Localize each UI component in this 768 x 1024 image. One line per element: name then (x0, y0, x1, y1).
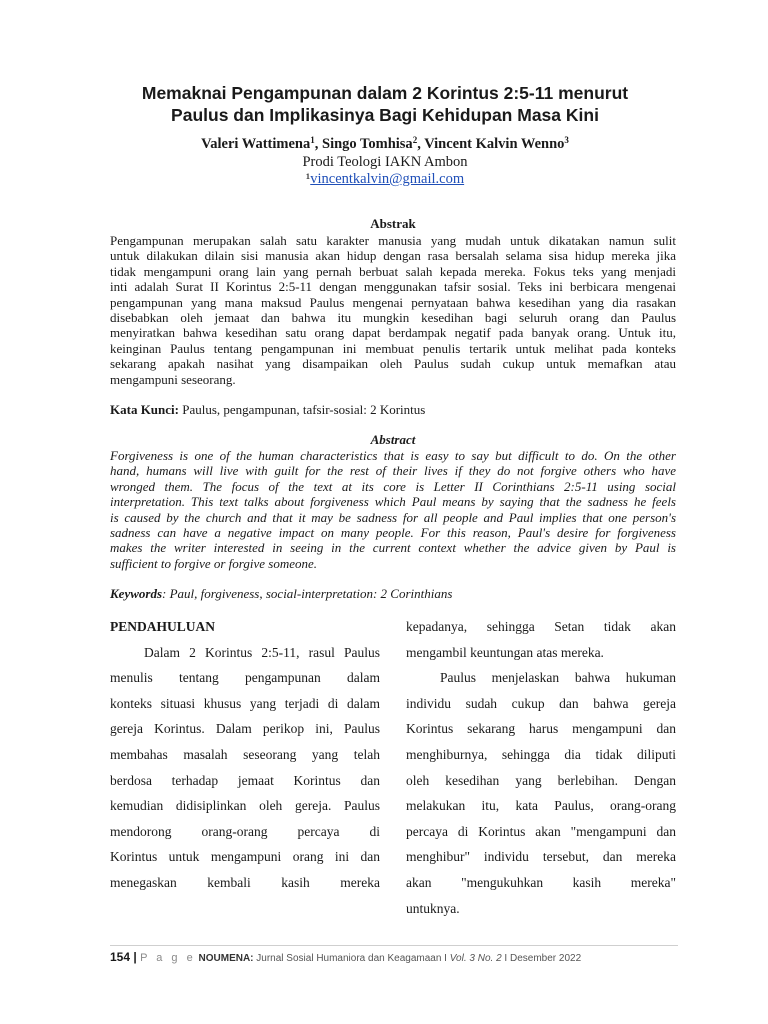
body-line: gereja Korintus. Dalam perikop ini, Paulus (110, 721, 380, 737)
body-line: membahas masalah seseorang yang telah (110, 746, 380, 762)
keywords-label: Keywords (110, 586, 162, 601)
journal-name: NOUMENA: (198, 953, 254, 964)
body-line: menulis tentang pengampunan dalam (110, 670, 380, 686)
section-heading: PENDAHULUAN (110, 619, 216, 634)
author-separator: , (417, 136, 425, 152)
body-left-column (110, 614, 380, 896)
email-marker: ¹ (305, 171, 311, 187)
body-line: percaya di Korintus akan "mengampuni dan (406, 823, 676, 839)
paper-title-line-1: Memaknai Pengampunan dalam 2 Korintus 2:5-11 menurut (141, 83, 629, 103)
abstrak-line: untuk dilakukan dilain sisi manusia akan hidup dengan rasa bersalah selama sisa hidup mereka jika (110, 248, 676, 264)
abstrak-line: disebabkan oleh jemaat dan bahwa itu mungkin kesedihan bagi seluruh orang dan Paulus (110, 309, 676, 325)
body-line: oleh kesedihan yang berlebihan. Dengan (406, 772, 676, 788)
body-line: individu sudah cukup dan bahwa gereja (406, 695, 676, 711)
author-block (90, 136, 680, 189)
body-line: mengambil keuntungan atas mereka. (406, 644, 604, 660)
body-line: akan "mengukuhkan kasih mereka" (406, 874, 676, 890)
paper-title-line-2: Paulus dan Implikasinya Bagi Kehidupan Masa Kini (171, 105, 599, 125)
abstrak-line: tidak mengampuni orang lain yang pernah berbuat salah kepada mereka. Fokus teks yang menjadi (110, 263, 676, 279)
body-line: Korintus untuk mengampuni orang ini dan (110, 849, 380, 865)
abstract-body (110, 448, 676, 571)
kata-kunci-label: Kata Kunci: (110, 402, 179, 417)
author-2-sup: 2 (412, 135, 418, 145)
author-2: Singo Tomhisa (322, 136, 413, 152)
body-line: Paulus menjelaskan bahwa hukuman (440, 670, 676, 686)
body-line: Korintus sekarang harus mengampuni dan (406, 721, 676, 737)
body-line: kepadanya, sehingga Setan tidak akan (406, 619, 676, 634)
abstrak-heading: Abstrak (370, 216, 416, 231)
author-3: Vincent Kalvin Wenno (424, 136, 565, 152)
page-number: 154 (110, 950, 131, 964)
body-line: menghibur" individu tersebut, dan mereka (406, 849, 676, 865)
body-line: Dalam 2 Korintus 2:5-11, rasul Paulus (144, 644, 380, 660)
keywords (110, 586, 452, 602)
abstract-line: makes the writer interested in seeing in the current context whether the advice given by Paul is (110, 540, 676, 556)
body-line: mendorong orang-orang percaya di (110, 823, 380, 839)
abstract-heading: Abstract (370, 432, 416, 447)
journal-desc: Jurnal Sosial Humaniora dan Keagamaan I (253, 953, 450, 964)
abstract-line: sadness can have a negative impact on many people. For this reason, Paul's desire for forgiveness (110, 524, 676, 540)
author-3-sup: 3 (564, 135, 569, 145)
keywords-value: : Paul, forgiveness, social-interpretation: 2 Corinthians (162, 586, 453, 601)
abstract-line: Forgiveness is one of the human characteristics that is easy to say but difficult to do. On the other (110, 448, 676, 463)
abstract-line: sufficient to forgive or forgive someone. (110, 555, 317, 571)
abstract-line: interpretation. This text talks about forgiveness which Paul means by saying that the sadness he feels (110, 494, 676, 510)
body-line: menghiburnya, sehingga dia tidak diliputi (406, 746, 676, 762)
footer-bar: | (130, 950, 141, 964)
email-line (90, 171, 680, 189)
body-line: untuknya. (406, 900, 460, 916)
body-line: melakukan itu, kata Paulus, orang-orang (406, 798, 676, 814)
abstract-line: wronged them. The focus of the text at its core is Letter II Corinthians 2:5-11 using social (110, 478, 676, 494)
author-separator: , (314, 136, 322, 152)
page-footer (110, 950, 581, 964)
paper-title (90, 82, 680, 126)
author-1: Valeri Wattimena (201, 136, 311, 152)
abstract-line: is caused by the church and that it may be sadness for all people and Paul implies that one person's (110, 509, 676, 525)
affiliation: Prodi Teologi IAKN Ambon (302, 153, 468, 170)
kata-kunci (110, 402, 425, 418)
abstrak-line: menyiratkan bahwa kesedihan satu orang dapat berdampak negatif pada banyak orang. Untuk itu, (110, 325, 676, 341)
body-line: berdosa terhadap jemaat Korintus dan (110, 772, 380, 788)
journal-date: I Desember 2022 (501, 953, 582, 964)
abstrak-line: inti adalah Surat II Korintus 2:5-11 dengan menggunakan tafsir sosial. Teks ini berbicara mengenai (110, 279, 676, 295)
footer-divider (110, 945, 678, 946)
abstrak-line: keinginan Paulus tentang pengampunan ini membuat penulis tertarik untuk melihat pada konteks (110, 340, 676, 356)
body-line: konteks situasi khusus yang terjadi di dalam (110, 695, 380, 711)
email-link[interactable]: vincentkalvin@gmail.com (310, 171, 465, 187)
journal-volume: Vol. 3 No. 2 (449, 953, 502, 964)
body-right-column (406, 614, 676, 921)
kata-kunci-value: Paulus, pengampunan, tafsir-sosial: 2 Korintus (178, 402, 426, 417)
author-1-sup: 1 (310, 135, 315, 145)
body-line: menegaskan kembali kasih mereka (110, 874, 380, 890)
abstrak-line: sekarang apakah nasihat yang disampaikan oleh Paulus sudah cukup untuk memafkan atau (110, 356, 676, 372)
abstract-line: hand, humans will live with guilt for the rest of their lives if they do not forgive others who have (110, 463, 676, 479)
abstrak-line: Pengampunan merupakan salah satu karakter manusia yang mudah untuk dikatakan namun sulit (110, 233, 676, 248)
page-word: P a g e (140, 952, 196, 964)
author-names (90, 136, 680, 154)
abstrak-line: mengampuni seseorang. (110, 371, 236, 387)
body-line: kemudian didisiplinkan oleh gereja. Paulus (110, 798, 380, 814)
abstrak-body (110, 233, 676, 387)
abstrak-line: pengampunan yang mana maksud Paulus mengenai pernyataan bahwa kesedihan yang dia rasakan (110, 294, 676, 310)
